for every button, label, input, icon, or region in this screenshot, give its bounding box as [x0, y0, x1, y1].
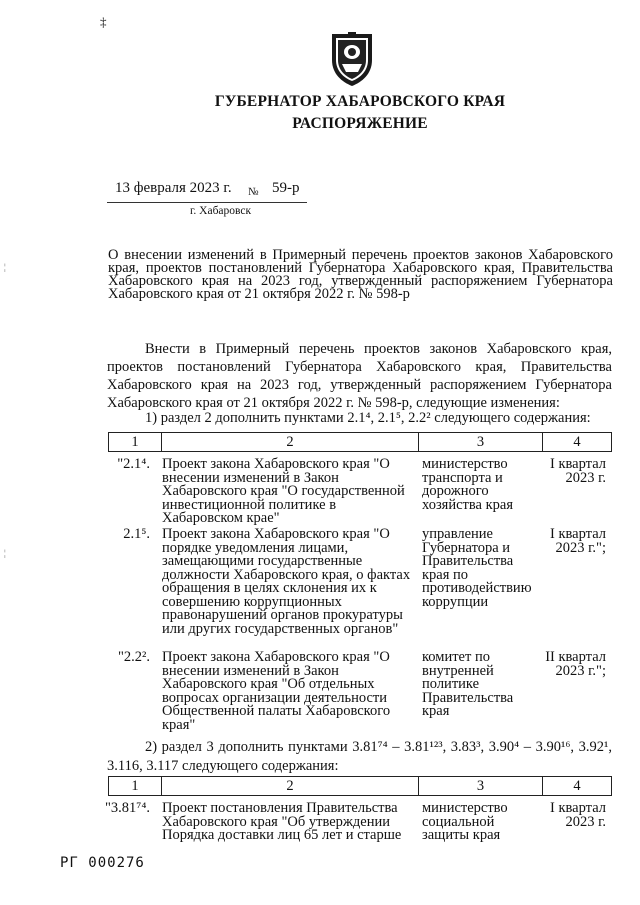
row-title: Проект закона Хабаровского края "О внесении изменений в Закон Хабаровского края "Об отдельных вопросах организации деятельности Общественной палаты Хабаровского края" — [162, 649, 391, 733]
item-2-text: 2) раздел 3 дополнить пунктами 3.81⁷⁴ – 3.81¹²³, 3.83³, 3.90⁴ – 3.90¹⁶, 3.92¹, 3.116, 3.117 следующего содержания: — [107, 739, 612, 774]
row-term: II квартал 2023 г."; — [545, 649, 606, 679]
row-organization: управление Губернатора и Правительства края по противодействию коррупции — [422, 526, 532, 610]
date-underline — [107, 202, 307, 203]
scan-edge-mark: ¦ — [4, 262, 6, 272]
intro-text: Внести в Примерный перечень проектов законов Хабаровского края, проектов постановлений Губернатора Хабаровского края, Правительства Хабаровского края на 2023 год, утвержденный распоряжением Губернатора Хабаровского края от 21 октября 2022 г. № 598-р, следующие изменения: — [107, 341, 612, 411]
scan-edge-mark: ¦ — [4, 548, 6, 558]
corner-mark: ‡ — [100, 14, 107, 29]
table-header-section-3 — [108, 776, 612, 796]
row-organization: министерство социальной защиты края — [422, 800, 508, 843]
item-1-text: 1) раздел 2 дополнить пунктами 2.1⁴, 2.1⁵, 2.2² следующего содержания: — [145, 410, 591, 426]
form-serial-code: РГ 000276 — [60, 855, 145, 871]
row-number: "2.2². — [117, 649, 150, 665]
item-2-paragraph — [107, 738, 612, 776]
row-term: I квартал 2023 г."; — [550, 526, 606, 556]
number-sign: № — [248, 186, 259, 198]
document-city: г. Хабаровск — [190, 205, 252, 217]
col-header-1: 1 — [109, 777, 162, 796]
row-organization: комитет по внутренней политике Правительства края — [422, 649, 514, 719]
col-header-4: 4 — [543, 777, 612, 796]
col-header-2: 2 — [162, 777, 419, 796]
col-header-4: 4 — [543, 433, 612, 452]
row-title: Проект закона Хабаровского края "О внесении изменений в Закон Хабаровского края "О государственной инвестиционной политике в Хабаровском крае" — [162, 456, 405, 526]
document-subject: О внесении изменений в Примерный перечень проектов законов Хабаровского края, проектов постановлений Губернатора Хабаровского края, Правительства Хабаровского края на 2023 год, утвержденный распоряжением Губернатора Хабаровского края от 21 октября 2022 г. № 598-р — [108, 247, 613, 302]
row-term: I квартал 2023 г. — [550, 456, 606, 486]
document-type: РАСПОРЯЖЕНИЕ — [292, 115, 428, 132]
document-number: 59-р — [272, 180, 300, 196]
row-title: Проект постановления Правительства Хабаровского края "Об утверждении Порядка доставки лиц 65 лет и старше — [162, 800, 402, 843]
document-date: 13 февраля 2023 г. — [115, 180, 232, 196]
row-term: I квартал 2023 г. — [550, 800, 606, 830]
row-number: "3.81⁷⁴. — [104, 800, 150, 816]
col-header-1: 1 — [109, 433, 162, 452]
table-header-section-2 — [108, 432, 612, 452]
col-header-3: 3 — [419, 433, 543, 452]
row-number: 2.1⁵. — [123, 526, 150, 542]
col-header-3: 3 — [419, 777, 543, 796]
row-title: Проект закона Хабаровского края "О порядке уведомления лицами, замещающими государственные должности Хабаровского края, о фактах обращения в целях склонения их к совершению коррупционных правонарушений органов прокуратуры или других государственных органов" — [162, 526, 411, 637]
document-issuer: ГУБЕРНАТОР ХАБАРОВСКОГО КРАЯ — [214, 93, 506, 110]
row-organization: министерство транспорта и дорожного хозяйства края — [422, 456, 513, 513]
intro-paragraph — [107, 340, 612, 412]
row-number: "2.1⁴. — [117, 456, 150, 472]
coat-of-arms-emblem — [328, 30, 376, 88]
col-header-2: 2 — [162, 433, 419, 452]
